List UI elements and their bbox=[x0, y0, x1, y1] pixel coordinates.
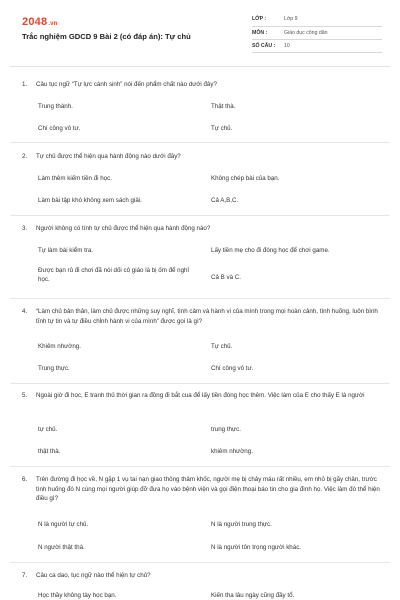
question-3 bbox=[22, 224, 380, 234]
question-body: Trên đường đi học về, N gặp 1 vụ tai nạn giao thông thảm khốc, người mẹ bị chảy máu rất nhiều, em nhỏ bị gãy chân, trước tình huống đó N cùng mọi người giúp đỡ đưa họ vào bệnh viện và gọi điện thoại báo tin cho gia đình họ. Việc làm đó thể hiện điều gì? bbox=[36, 476, 380, 503]
option-a[interactable]: Tự làm bài kiểm tra. bbox=[38, 247, 94, 254]
question-body: Người không có tính tự chủ được thể hiện qua hành động nào? bbox=[36, 225, 211, 232]
question-number: 5. bbox=[22, 392, 28, 399]
question-7 bbox=[22, 571, 380, 581]
question-number: 1. bbox=[22, 81, 28, 88]
question-2 bbox=[22, 152, 380, 162]
header bbox=[0, 0, 400, 62]
header-divider bbox=[10, 66, 390, 67]
site-logo[interactable] bbox=[22, 16, 58, 28]
question-4 bbox=[22, 307, 380, 326]
question-5 bbox=[22, 391, 380, 401]
option-a[interactable]: Học thầy không tày học bạn. bbox=[38, 592, 117, 599]
option-a[interactable]: tự chủ. bbox=[38, 426, 58, 433]
option-a[interactable]: Khiêm nhường. bbox=[38, 343, 81, 350]
question-divider bbox=[10, 215, 390, 216]
option-b[interactable]: N là người trung thực. bbox=[211, 521, 272, 528]
question-number: 6. bbox=[22, 476, 28, 483]
question-number: 2. bbox=[22, 153, 28, 160]
logo-suffix: .vn bbox=[48, 21, 58, 27]
option-a[interactable]: N là người tự chủ. bbox=[38, 521, 89, 528]
question-divider bbox=[10, 383, 390, 384]
meta-key: LỚP : bbox=[252, 13, 284, 26]
option-c[interactable]: Chí công vô tư. bbox=[38, 125, 81, 132]
question-number: 7. bbox=[22, 572, 28, 579]
meta-key: MÔN : bbox=[252, 26, 284, 39]
question-divider bbox=[10, 466, 390, 467]
question-text bbox=[22, 571, 380, 581]
option-c[interactable]: Trung thực. bbox=[38, 365, 70, 372]
option-b[interactable]: Thật thà. bbox=[211, 103, 236, 110]
option-d[interactable]: khiêm nhường. bbox=[211, 448, 253, 455]
question-text bbox=[22, 224, 380, 234]
question-text bbox=[22, 475, 380, 504]
option-d[interactable]: N là người tôn trọng người khác. bbox=[211, 544, 302, 551]
question-text bbox=[22, 152, 380, 162]
question-divider bbox=[10, 142, 390, 143]
question-1 bbox=[22, 80, 380, 90]
question-text bbox=[22, 391, 380, 401]
option-d[interactable]: Cả B và C. bbox=[211, 274, 241, 281]
option-c[interactable]: Được bạn rủ đi chơi đã nói dối cô giáo là bị ốm để nghỉ học. bbox=[38, 267, 189, 284]
option-b[interactable]: Lấy tiền mẹ cho đi đóng học để chơi game. bbox=[211, 247, 330, 254]
question-number: 3. bbox=[22, 225, 28, 232]
option-b[interactable]: trung thực. bbox=[211, 426, 241, 433]
question-body: Câu ca dao, tục ngữ nào thể hiện tự chủ? bbox=[36, 572, 151, 579]
question-text bbox=[22, 307, 380, 326]
option-a[interactable]: Làm thêm kiếm tiền đi học. bbox=[38, 175, 112, 182]
option-a[interactable]: Trung thành. bbox=[38, 103, 73, 110]
option-c[interactable]: Làm bài tập khó không xem sách giải. bbox=[38, 197, 142, 204]
question-body: “Làm chủ bản thân, làm chủ được những suy nghĩ, tình cảm và hành vi của mình trong mọi hoàn cảnh, tình huống, luôn bình tĩnh tự tin và tự điều chỉnh hành vi của mình” được gọi là gì? bbox=[36, 308, 378, 325]
question-text bbox=[22, 80, 380, 90]
meta-value: Lớp 9 bbox=[284, 13, 382, 26]
meta-row-count bbox=[252, 39, 382, 52]
option-b[interactable]: Kiến tha lâu ngày cũng đầy tổ. bbox=[211, 592, 295, 599]
meta-value: 10 bbox=[284, 39, 382, 52]
question-body: Ngoài giờ đi học, E tranh thủ thời gian ra đồng đi bắt cua để lấy tiền đóng học thêm. Việc làm của E cho thấy E là người bbox=[36, 392, 365, 399]
logo-text: 2048 bbox=[22, 16, 48, 28]
option-b[interactable]: Tự chủ. bbox=[211, 343, 233, 350]
option-d[interactable]: Tự chủ. bbox=[211, 125, 233, 132]
option-c[interactable]: thật thà. bbox=[38, 448, 61, 455]
question-divider bbox=[10, 298, 390, 299]
page-title: Trắc nghiệm GDCD 9 Bài 2 (có đáp án): Tự chủ bbox=[22, 32, 191, 41]
meta-row-grade bbox=[252, 13, 382, 26]
question-6 bbox=[22, 475, 380, 504]
meta-table bbox=[252, 13, 382, 53]
option-c[interactable]: N người thật thà. bbox=[38, 544, 85, 551]
meta-key: SỐ CÂU : bbox=[252, 39, 284, 52]
meta-value: Giáo dục công dân bbox=[284, 26, 382, 39]
option-d[interactable]: Cả A,B,C. bbox=[211, 197, 239, 204]
option-b[interactable]: Không chép bài của bạn. bbox=[211, 175, 280, 182]
meta-row-subject bbox=[252, 26, 382, 39]
option-d[interactable]: Chí công vô tư. bbox=[211, 365, 254, 372]
question-body: Tự chủ được thể hiện qua hành động nào dưới đây? bbox=[36, 153, 181, 160]
question-body: Câu tục ngữ “Tự lực cánh sinh” nói đến phẩm chất nào dưới đây? bbox=[36, 81, 217, 88]
question-divider bbox=[10, 562, 390, 563]
question-number: 4. bbox=[22, 308, 28, 315]
